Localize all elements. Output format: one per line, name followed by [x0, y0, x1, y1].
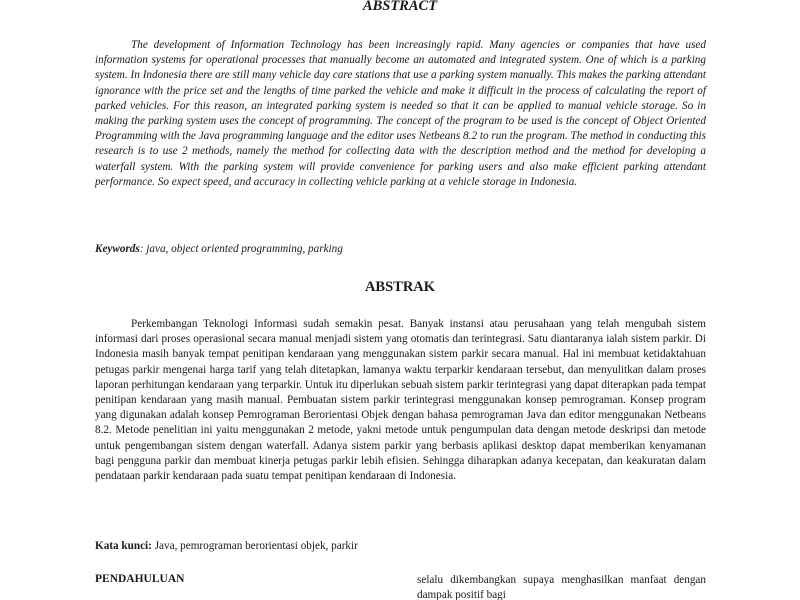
kata-kunci-label: Kata kunci:: [95, 540, 152, 552]
abstrak-keywords: [95, 539, 706, 554]
abstract-keywords: [95, 242, 706, 257]
abstrak-heading: ABSTRAK: [364, 279, 436, 295]
abstract-heading: ABSTRACT: [362, 0, 438, 14]
abstract-body: The development of Information Technology has been increasingly rapid. Many agencies or companies that have used information systems for operational processes that manually become an automated and integrated system. One of which is a parking system. In Indonesia there are still many vehicle day care stations that use a parking system manually. This makes the parking attendant ignorance with the price set and the lengths of time parked the vehicle and make it difficult in the process of calculating the report of parked vehicles. For this reason, an integrated parking system is needed so that it can be applied to manual vehicle storage. So in making the parking system uses the concept of programming. The concept of the program to be used is the concept of Object Oriented Programming with the Java programming language and the editor uses Netbeans 8.2 to run the program. The method in conducting this research is to use 2 methods, namely the method for collecting data with the description method and the method for developing a waterfall system. With the parking system will provide convenience for parking users and also make efficient parking attendant performance. So expect speed, and accuracy in collecting vehicle parking at a vehicle storage in Indonesia.: [95, 39, 706, 188]
abstrak-body: Perkembangan Teknologi Informasi sudah semakin pesat. Banyak instansi atau perusahaan yang telah mengubah sistem informasi dari proses operasional secara manual menjadi sistem yang otomatis dan terintegrasi. Satu diantaranya ialah sistem parkir. Di Indonesia masih banyak tempat penitipan kendaraan yang menggunakan sistem parkir secara manual. Hal ini membuat ketidaktahuan petugas parkir mengenai harga tarif yang telah ditetapkan, lamanya waktu terparkir kendaraan tersebut, dan menyulitkan dalam proses laporan perhitungan kendaraan yang terparkir. Untuk itu diperlukan sebuah sistem parkir terintegrasi yang dapat diterapkan pada tempat penitipan kendaraan yang masih manual. Pembuatan sistem parkir terintegrasi menggunakan konsep pemrograman. Konsep program yang digunakan adalah konsep Pemrograman Berorientasi Objek dengan bahasa pemrograman Java dan editor menggunakan Netbeans 8.2. Metode penelitian ini yaitu menggunakan 2 metode, yakni metode untuk pengumpulan data dengan metode deskripsi dan metode untuk pengembangan sistem dengan waterfall. Adanya sistem parkir yang berbasis aplikasi desktop dapat memberikan kenyamanan bagi pengguna parkir dan membuat kinerja petugas parkir lebih efisien. Sehingga diharapkan adanya kecepatan, dan keakuratan dalam pendataan parkir kendaraan pada suatu tempat penitipan kendaraan di Indonesia.: [95, 318, 706, 483]
intro-right-column-text: selalu dikembangkan supaya menghasilkan manfaat dengan dampak positif bagi: [417, 574, 706, 600]
kata-kunci-text: Java, pemrograman berorientasi objek, parkir: [151, 540, 358, 552]
pendahuluan-heading: PENDAHULUAN: [95, 573, 185, 585]
keywords-label: Keywords: [95, 243, 140, 255]
keywords-text: : java, object oriented programming, parking: [139, 243, 343, 255]
